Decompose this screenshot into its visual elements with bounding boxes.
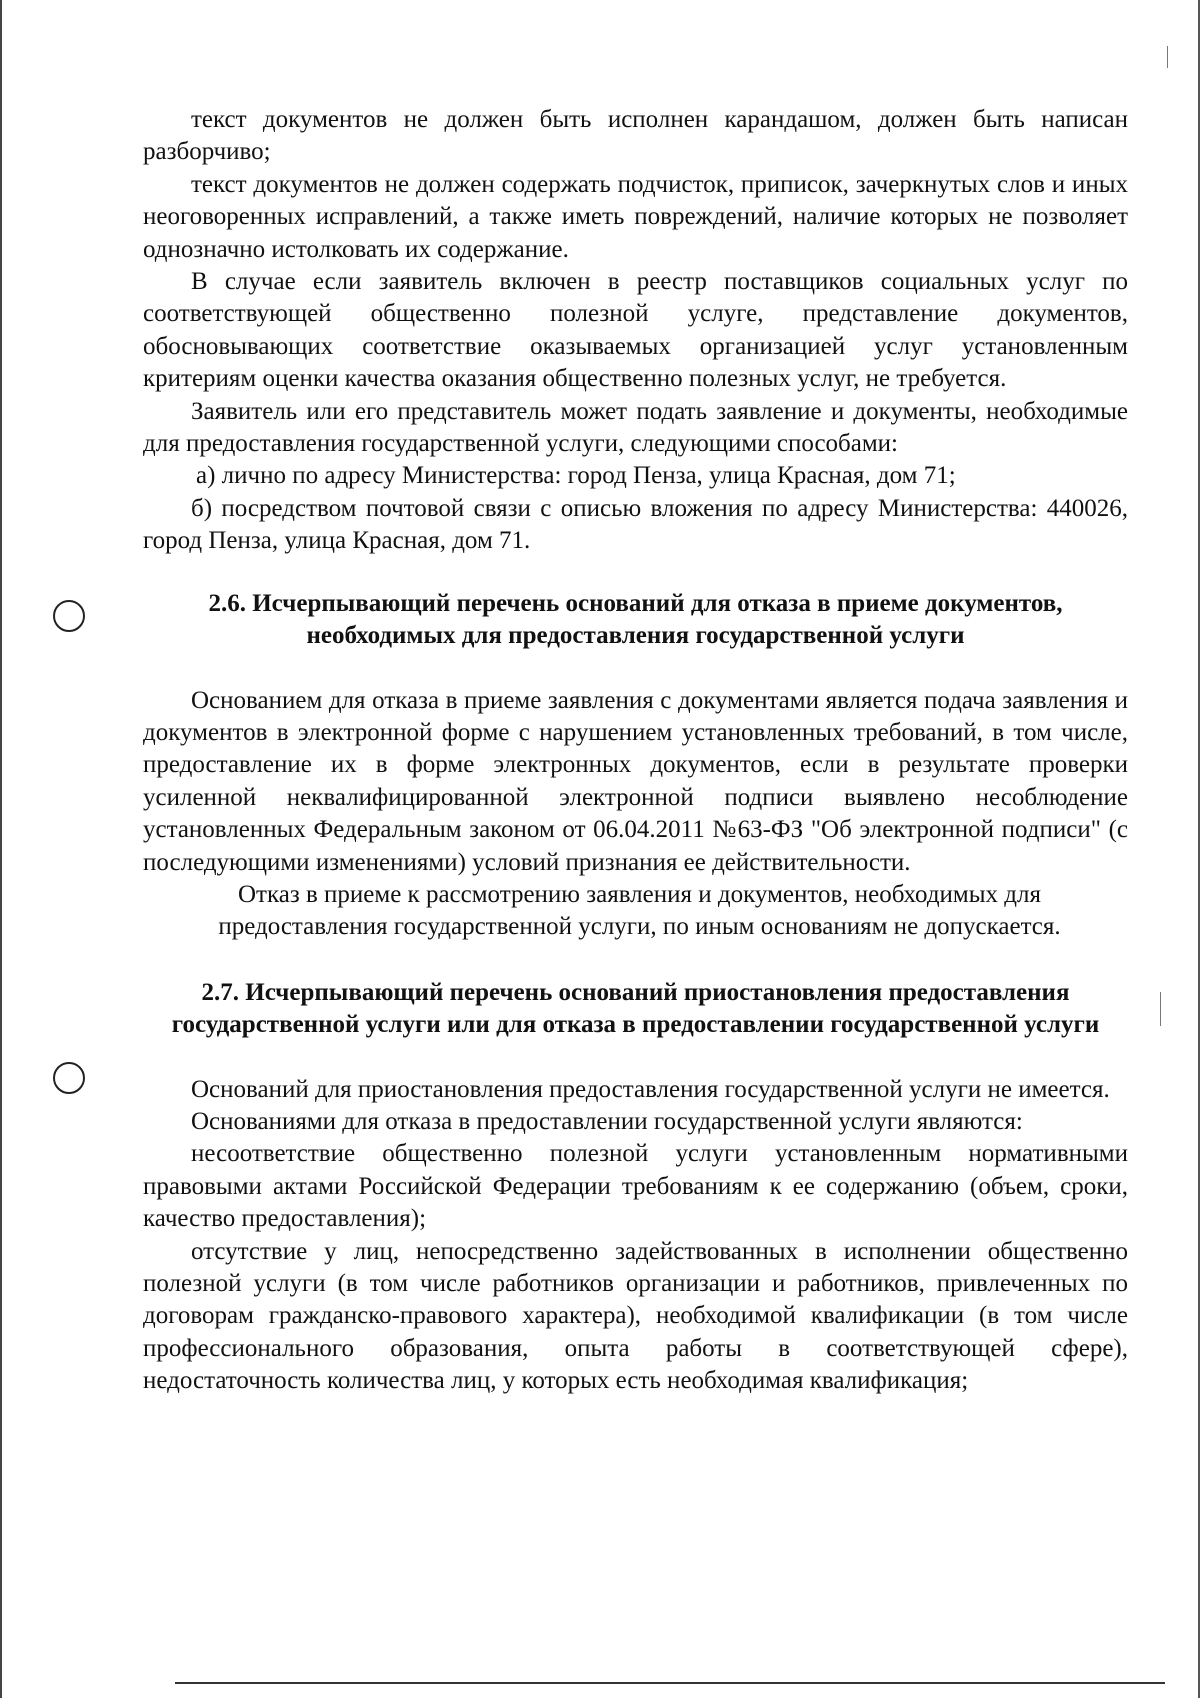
scan-edge-bottom [175, 1682, 1165, 1684]
section-heading-2-6: 2.6. Исчерпывающий перечень оснований для отказа в приеме документов, необходимых для предоставления государственной услуги [208, 589, 1063, 650]
paragraph: В случае если заявитель включен в реестр поставщиков социальных услуг по соответствующей общественно полезной услуге, представление документов, обосновывающих соответствие оказываемых организацией услуг установленным критериям оценки качества оказания общественно полезных услуг, не требуется. [143, 268, 1128, 393]
spacer [143, 558, 1128, 588]
spacer [143, 944, 1128, 977]
paragraph: текст документов не должен быть исполнен карандашом, должен быть написан разборчиво; [143, 106, 1128, 166]
punch-hole-icon [53, 1062, 85, 1094]
scan-speck [1160, 992, 1161, 1026]
document-body [143, 104, 1128, 1398]
list-item-b: б) посредством почтовой связи с описью вложения по адресу Министерства: 440026, город Пенза, улица Красная, дом 71. [143, 494, 1128, 555]
paragraph: Отказ в приеме к рассмотрению заявления и документов, необходимых для предоставления государственной услуги, по иным основаниям не допускается. [218, 880, 1061, 941]
spacer [143, 1042, 1128, 1074]
scan-speck [1167, 46, 1168, 68]
scan-edge-left [0, 0, 2, 1698]
paragraph: Основанием для отказа в приеме заявления с документами является подача заявления и документов в электронной форме с нарушением установленных требований, в том числе, предоставление их в форме электронных документов, если в результате проверки усиленной неквалифицированной электронной подписи выявлено несоблюдение установленных Федеральным законом от 06.04.2011 №63-ФЗ "Об электронной подписи" (с последующими изменениями) условий признания ее действительности. [143, 686, 1128, 876]
spacer [143, 653, 1128, 685]
paragraph: Заявитель или его представитель может подать заявление и документы, необходимые для предоставления государственной услуги, следующими способами: [143, 397, 1128, 458]
paragraph: Оснований для приостановления предоставления государственной услуги не имеется. [191, 1075, 1110, 1103]
paragraph: текст документов не должен содержать подчисток, приписок, зачеркнутых слов и иных неоговоренных исправлений, а также иметь повреждений, наличие которых не позволяет однозначно истолковать их содержание. [143, 170, 1128, 263]
paragraph: Основаниями для отказа в предоставлении государственной услуги являются: [191, 1107, 1023, 1135]
paragraph: отсутствие у лиц, непосредственно задействованных в исполнении общественно полезной услуги (в том числе работников организации и работников, привлеченных по договорам гражданско-правового характера), необходимой квалификации (в том числе профессионального образования, опыта работы в соответствующей сфере), недостаточность количества лиц, у которых есть необходимая квалификация; [143, 1237, 1128, 1395]
section-heading-2-7: 2.7. Исчерпывающий перечень оснований приостановления предоставления государственной услуги или для отказа в предоставлении государственной услуги [171, 978, 1100, 1039]
list-item-a: а) лично по адресу Министерства: город Пенза, улица Красная, дом 71; [196, 462, 956, 490]
punch-hole-icon [53, 600, 85, 632]
paragraph: несоответствие общественно полезной услуги установленным нормативными правовыми актами Российской Федерации требованиям к ее содержанию (объем, сроки, качество предоставления); [143, 1140, 1128, 1233]
